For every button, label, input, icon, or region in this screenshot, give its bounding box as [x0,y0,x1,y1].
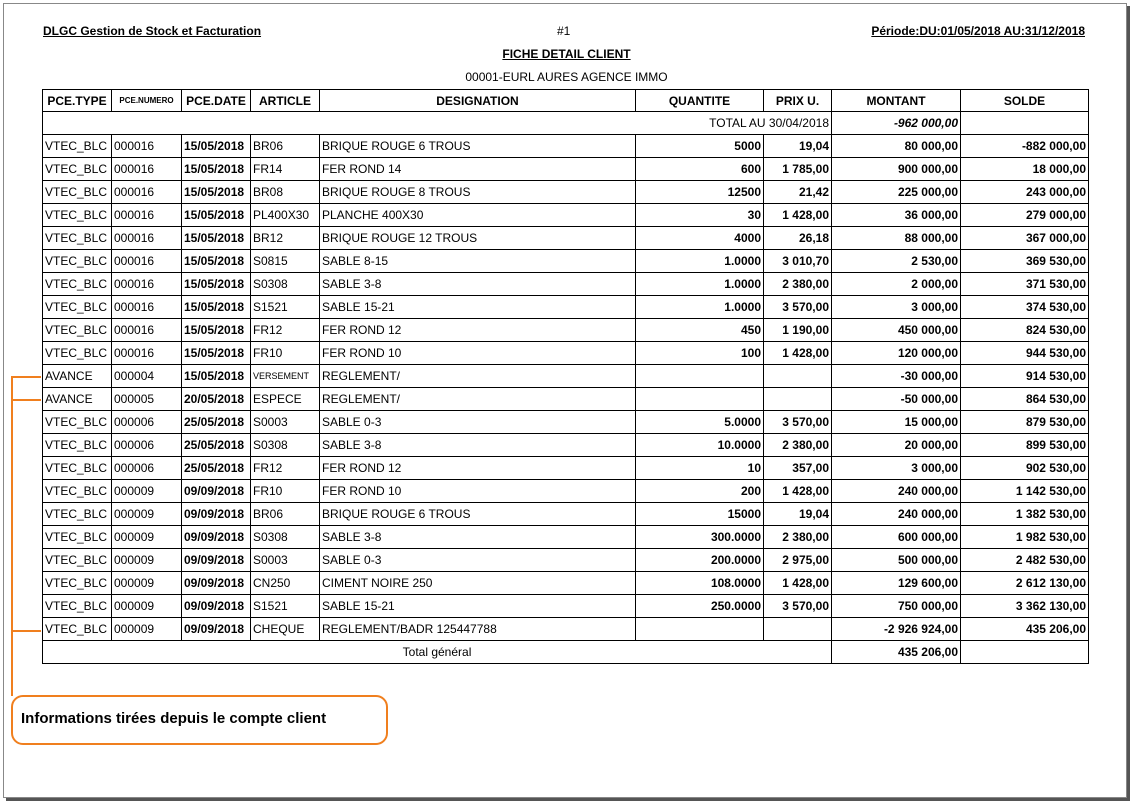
cell-solde: 902 530,00 [961,457,1089,480]
cell-article: S0308 [251,526,320,549]
table-row [43,526,1089,549]
annotation-callout [11,695,388,745]
cell-prix-u: 3 570,00 [764,595,832,618]
cell-pce-type: VTEC_BLC [43,595,112,618]
cell-quantite: 200.0000 [636,549,764,572]
cell-pce-type: VTEC_BLC [43,181,112,204]
cell-pce-type: VTEC_BLC [43,135,112,158]
cell-solde: 374 530,00 [961,296,1089,319]
cell-designation: FER ROND 10 [320,342,636,365]
cell-designation: FER ROND 12 [320,457,636,480]
cell-solde: 279 000,00 [961,204,1089,227]
client-detail-table [42,89,1089,664]
cell-pce-type: VTEC_BLC [43,411,112,434]
cell-pce-numero: 000016 [112,250,182,273]
cell-montant: -50 000,00 [832,388,961,411]
period: Période:DU:01/05/2018 AU:31/12/2018 [871,24,1085,38]
cell-article: S0815 [251,250,320,273]
cell-designation: SABLE 0-3 [320,411,636,434]
total-solde [961,641,1089,664]
cell-quantite: 1.0000 [636,296,764,319]
cell-prix-u: 357,00 [764,457,832,480]
cell-article: BR06 [251,135,320,158]
cell-pce-date: 15/05/2018 [182,181,251,204]
cell-quantite: 100 [636,342,764,365]
cell-pce-date: 09/09/2018 [182,618,251,641]
client-name: 00001-EURL AURES AGENCE IMMO [465,70,668,84]
cell-quantite: 5000 [636,135,764,158]
cell-pce-type: VTEC_BLC [43,296,112,319]
report-title: FICHE DETAIL CLIENT [502,47,631,61]
cell-pce-numero: 000006 [112,411,182,434]
cell-pce-type: VTEC_BLC [43,273,112,296]
page-number: #1 [557,24,571,38]
cell-designation: SABLE 0-3 [320,549,636,572]
cell-prix-u: 3 010,70 [764,250,832,273]
cell-pce-date: 15/05/2018 [182,204,251,227]
cell-montant: 500 000,00 [832,549,961,572]
cell-quantite: 450 [636,319,764,342]
table-row [43,503,1089,526]
cell-prix-u: 1 428,00 [764,572,832,595]
cell-pce-type: VTEC_BLC [43,549,112,572]
table-row [43,181,1089,204]
cell-pce-numero: 000016 [112,227,182,250]
bracket-vertical [11,376,13,696]
cell-solde: 879 530,00 [961,411,1089,434]
cell-prix-u: 3 570,00 [764,411,832,434]
cell-pce-numero: 000009 [112,549,182,572]
cell-pce-date: 15/05/2018 [182,273,251,296]
cell-montant: 15 000,00 [832,411,961,434]
cell-prix-u [764,365,832,388]
col-header: MONTANT [832,90,961,112]
cell-solde: -882 000,00 [961,135,1089,158]
col-header: DESIGNATION [320,90,636,112]
cell-article: CN250 [251,572,320,595]
cell-designation: REGLEMENT/ [320,365,636,388]
cell-solde: 371 530,00 [961,273,1089,296]
cell-pce-numero: 000009 [112,618,182,641]
bracket-tick [11,399,41,401]
cell-montant: 750 000,00 [832,595,961,618]
cell-solde: 3 362 130,00 [961,595,1089,618]
bracket-tick [11,630,41,632]
table-row [43,135,1089,158]
cell-pce-type: VTEC_BLC [43,572,112,595]
cell-montant: 120 000,00 [832,342,961,365]
cell-designation: BRIQUE ROUGE 12 TROUS [320,227,636,250]
cell-pce-date: 09/09/2018 [182,503,251,526]
cell-article: VERSEMENT [251,365,320,388]
cell-quantite: 108.0000 [636,572,764,595]
cell-pce-date: 15/05/2018 [182,250,251,273]
annotation-text: Informations tirées depuis le compte client [21,710,327,727]
cell-quantite: 5.0000 [636,411,764,434]
bracket-tick [11,376,41,378]
cell-article: S0003 [251,549,320,572]
cell-montant: 450 000,00 [832,319,961,342]
cell-solde: 899 530,00 [961,434,1089,457]
cell-pce-numero: 000006 [112,457,182,480]
cell-solde: 2 612 130,00 [961,572,1089,595]
cell-prix-u: 1 190,00 [764,319,832,342]
cell-solde: 2 482 530,00 [961,549,1089,572]
cell-pce-date: 09/09/2018 [182,595,251,618]
cell-pce-numero: 000016 [112,158,182,181]
cell-prix-u [764,618,832,641]
cell-pce-numero: 000016 [112,181,182,204]
cell-pce-type: VTEC_BLC [43,457,112,480]
cell-quantite: 1.0000 [636,273,764,296]
cell-pce-numero: 000016 [112,319,182,342]
cell-designation: REGLEMENT/BADR 125447788 [320,618,636,641]
cell-article: BR12 [251,227,320,250]
cell-pce-type: VTEC_BLC [43,250,112,273]
cell-designation: FER ROND 14 [320,158,636,181]
cell-prix-u: 1 428,00 [764,204,832,227]
cell-prix-u: 1 428,00 [764,480,832,503]
cell-montant: 3 000,00 [832,457,961,480]
cell-pce-type: VTEC_BLC [43,319,112,342]
cell-designation: BRIQUE ROUGE 8 TROUS [320,181,636,204]
table-row [43,227,1089,250]
cell-prix-u: 19,04 [764,135,832,158]
cell-quantite: 300.0000 [636,526,764,549]
cell-pce-type: VTEC_BLC [43,618,112,641]
cell-solde: 864 530,00 [961,388,1089,411]
cell-pce-numero: 000016 [112,273,182,296]
cell-designation: SABLE 15-21 [320,595,636,618]
cell-pce-type: AVANCE [43,388,112,411]
cell-pce-numero: 000009 [112,526,182,549]
cell-pce-type: VTEC_BLC [43,342,112,365]
table-row [43,319,1089,342]
cell-solde: 1 982 530,00 [961,526,1089,549]
cell-pce-date: 09/09/2018 [182,480,251,503]
cell-pce-numero: 000009 [112,595,182,618]
cell-montant: 225 000,00 [832,181,961,204]
cell-montant: 129 600,00 [832,572,961,595]
cell-article: S0003 [251,411,320,434]
cell-article: FR12 [251,319,320,342]
cell-pce-date: 15/05/2018 [182,158,251,181]
cell-article: PL400X30 [251,204,320,227]
cell-quantite [636,365,764,388]
cell-solde: 1 142 530,00 [961,480,1089,503]
cell-designation: SABLE 8-15 [320,250,636,273]
cell-montant: 3 000,00 [832,296,961,319]
cell-solde: 367 000,00 [961,227,1089,250]
cell-designation: SABLE 3-8 [320,526,636,549]
cell-pce-type: VTEC_BLC [43,526,112,549]
cell-prix-u: 2 380,00 [764,434,832,457]
table-row [43,595,1089,618]
cell-article: S1521 [251,296,320,319]
cell-article: FR10 [251,342,320,365]
cell-pce-type: VTEC_BLC [43,480,112,503]
cell-pce-numero: 000005 [112,388,182,411]
col-header: QUANTITE [636,90,764,112]
col-header: PCE.DATE [182,90,251,112]
cell-solde: 944 530,00 [961,342,1089,365]
cell-article: FR10 [251,480,320,503]
cell-quantite: 10 [636,457,764,480]
table-row [43,388,1089,411]
cell-pce-date: 09/09/2018 [182,549,251,572]
cell-article: S0308 [251,434,320,457]
cell-prix-u: 2 975,00 [764,549,832,572]
cell-montant: 600 000,00 [832,526,961,549]
table-row [43,457,1089,480]
cell-pce-numero: 000009 [112,572,182,595]
cell-quantite: 30 [636,204,764,227]
cell-pce-date: 15/05/2018 [182,227,251,250]
opening-label: TOTAL AU 30/04/2018 [43,112,832,135]
cell-quantite: 4000 [636,227,764,250]
total-montant: 435 206,00 [832,641,961,664]
col-header: PCE.NUMERO [112,90,182,112]
table-row [43,296,1089,319]
cell-solde: 435 206,00 [961,618,1089,641]
cell-pce-type: VTEC_BLC [43,204,112,227]
table-row [43,273,1089,296]
cell-montant: 2 530,00 [832,250,961,273]
cell-article: BR06 [251,503,320,526]
cell-article: S0308 [251,273,320,296]
cell-pce-date: 20/05/2018 [182,388,251,411]
cell-quantite: 200 [636,480,764,503]
table-row [43,250,1089,273]
cell-pce-numero: 000016 [112,204,182,227]
cell-designation: FER ROND 10 [320,480,636,503]
cell-montant: 20 000,00 [832,434,961,457]
cell-prix-u: 1 785,00 [764,158,832,181]
cell-pce-numero: 000004 [112,365,182,388]
cell-montant: 2 000,00 [832,273,961,296]
cell-designation: SABLE 15-21 [320,296,636,319]
cell-solde: 1 382 530,00 [961,503,1089,526]
cell-montant: 240 000,00 [832,503,961,526]
total-label: Total général [43,641,832,664]
cell-quantite: 12500 [636,181,764,204]
cell-montant: -2 926 924,00 [832,618,961,641]
cell-solde: 243 000,00 [961,181,1089,204]
cell-designation: CIMENT NOIRE 250 [320,572,636,595]
table-header-row [43,90,1089,112]
cell-prix-u: 2 380,00 [764,526,832,549]
cell-article: FR12 [251,457,320,480]
cell-pce-type: VTEC_BLC [43,227,112,250]
opening-balance-row [43,112,1089,135]
col-header: ARTICLE [251,90,320,112]
cell-solde: 914 530,00 [961,365,1089,388]
app-name: DLGC Gestion de Stock et Facturation [43,24,262,38]
cell-quantite [636,618,764,641]
cell-article: FR14 [251,158,320,181]
total-row [43,641,1089,664]
table-row [43,434,1089,457]
col-header: PRIX U. [764,90,832,112]
cell-pce-numero: 000016 [112,342,182,365]
cell-pce-date: 25/05/2018 [182,411,251,434]
cell-montant: 80 000,00 [832,135,961,158]
cell-prix-u: 3 570,00 [764,296,832,319]
cell-pce-type: AVANCE [43,365,112,388]
table-row [43,572,1089,595]
cell-prix-u: 2 380,00 [764,273,832,296]
cell-pce-numero: 000016 [112,135,182,158]
cell-pce-date: 15/05/2018 [182,296,251,319]
cell-solde: 18 000,00 [961,158,1089,181]
cell-montant: 240 000,00 [832,480,961,503]
cell-article: S1521 [251,595,320,618]
cell-designation: BRIQUE ROUGE 6 TROUS [320,503,636,526]
cell-montant: -30 000,00 [832,365,961,388]
cell-quantite: 1.0000 [636,250,764,273]
cell-pce-numero: 000009 [112,480,182,503]
cell-pce-type: VTEC_BLC [43,434,112,457]
cell-montant: 900 000,00 [832,158,961,181]
table-row [43,158,1089,181]
table-row [43,549,1089,572]
cell-pce-date: 15/05/2018 [182,319,251,342]
cell-article: CHEQUE [251,618,320,641]
cell-designation: PLANCHE 400X30 [320,204,636,227]
cell-solde: 369 530,00 [961,250,1089,273]
col-header: PCE.TYPE [43,90,112,112]
cell-prix-u: 19,04 [764,503,832,526]
cell-pce-date: 09/09/2018 [182,526,251,549]
cell-designation: BRIQUE ROUGE 6 TROUS [320,135,636,158]
cell-pce-type: VTEC_BLC [43,158,112,181]
cell-prix-u: 21,42 [764,181,832,204]
table-row [43,618,1089,641]
cell-prix-u [764,388,832,411]
opening-solde [961,112,1089,135]
table-row [43,342,1089,365]
cell-quantite: 10.0000 [636,434,764,457]
col-header: SOLDE [961,90,1089,112]
cell-designation: SABLE 3-8 [320,434,636,457]
table-row [43,480,1089,503]
table-row [43,204,1089,227]
cell-pce-date: 15/05/2018 [182,342,251,365]
cell-designation: FER ROND 12 [320,319,636,342]
cell-pce-numero: 000016 [112,296,182,319]
cell-prix-u: 26,18 [764,227,832,250]
opening-montant: -962 000,00 [832,112,961,135]
table-row [43,411,1089,434]
cell-montant: 88 000,00 [832,227,961,250]
cell-pce-numero: 000006 [112,434,182,457]
cell-quantite: 600 [636,158,764,181]
cell-designation: SABLE 3-8 [320,273,636,296]
cell-pce-date: 25/05/2018 [182,434,251,457]
cell-prix-u: 1 428,00 [764,342,832,365]
cell-pce-date: 15/05/2018 [182,135,251,158]
cell-solde: 824 530,00 [961,319,1089,342]
cell-pce-date: 25/05/2018 [182,457,251,480]
cell-pce-date: 09/09/2018 [182,572,251,595]
cell-montant: 36 000,00 [832,204,961,227]
table-row [43,365,1089,388]
cell-article: ESPECE [251,388,320,411]
cell-article: BR08 [251,181,320,204]
cell-pce-type: VTEC_BLC [43,503,112,526]
cell-pce-numero: 000009 [112,503,182,526]
cell-quantite: 250.0000 [636,595,764,618]
cell-designation: REGLEMENT/ [320,388,636,411]
cell-quantite: 15000 [636,503,764,526]
cell-pce-date: 15/05/2018 [182,365,251,388]
cell-quantite [636,388,764,411]
